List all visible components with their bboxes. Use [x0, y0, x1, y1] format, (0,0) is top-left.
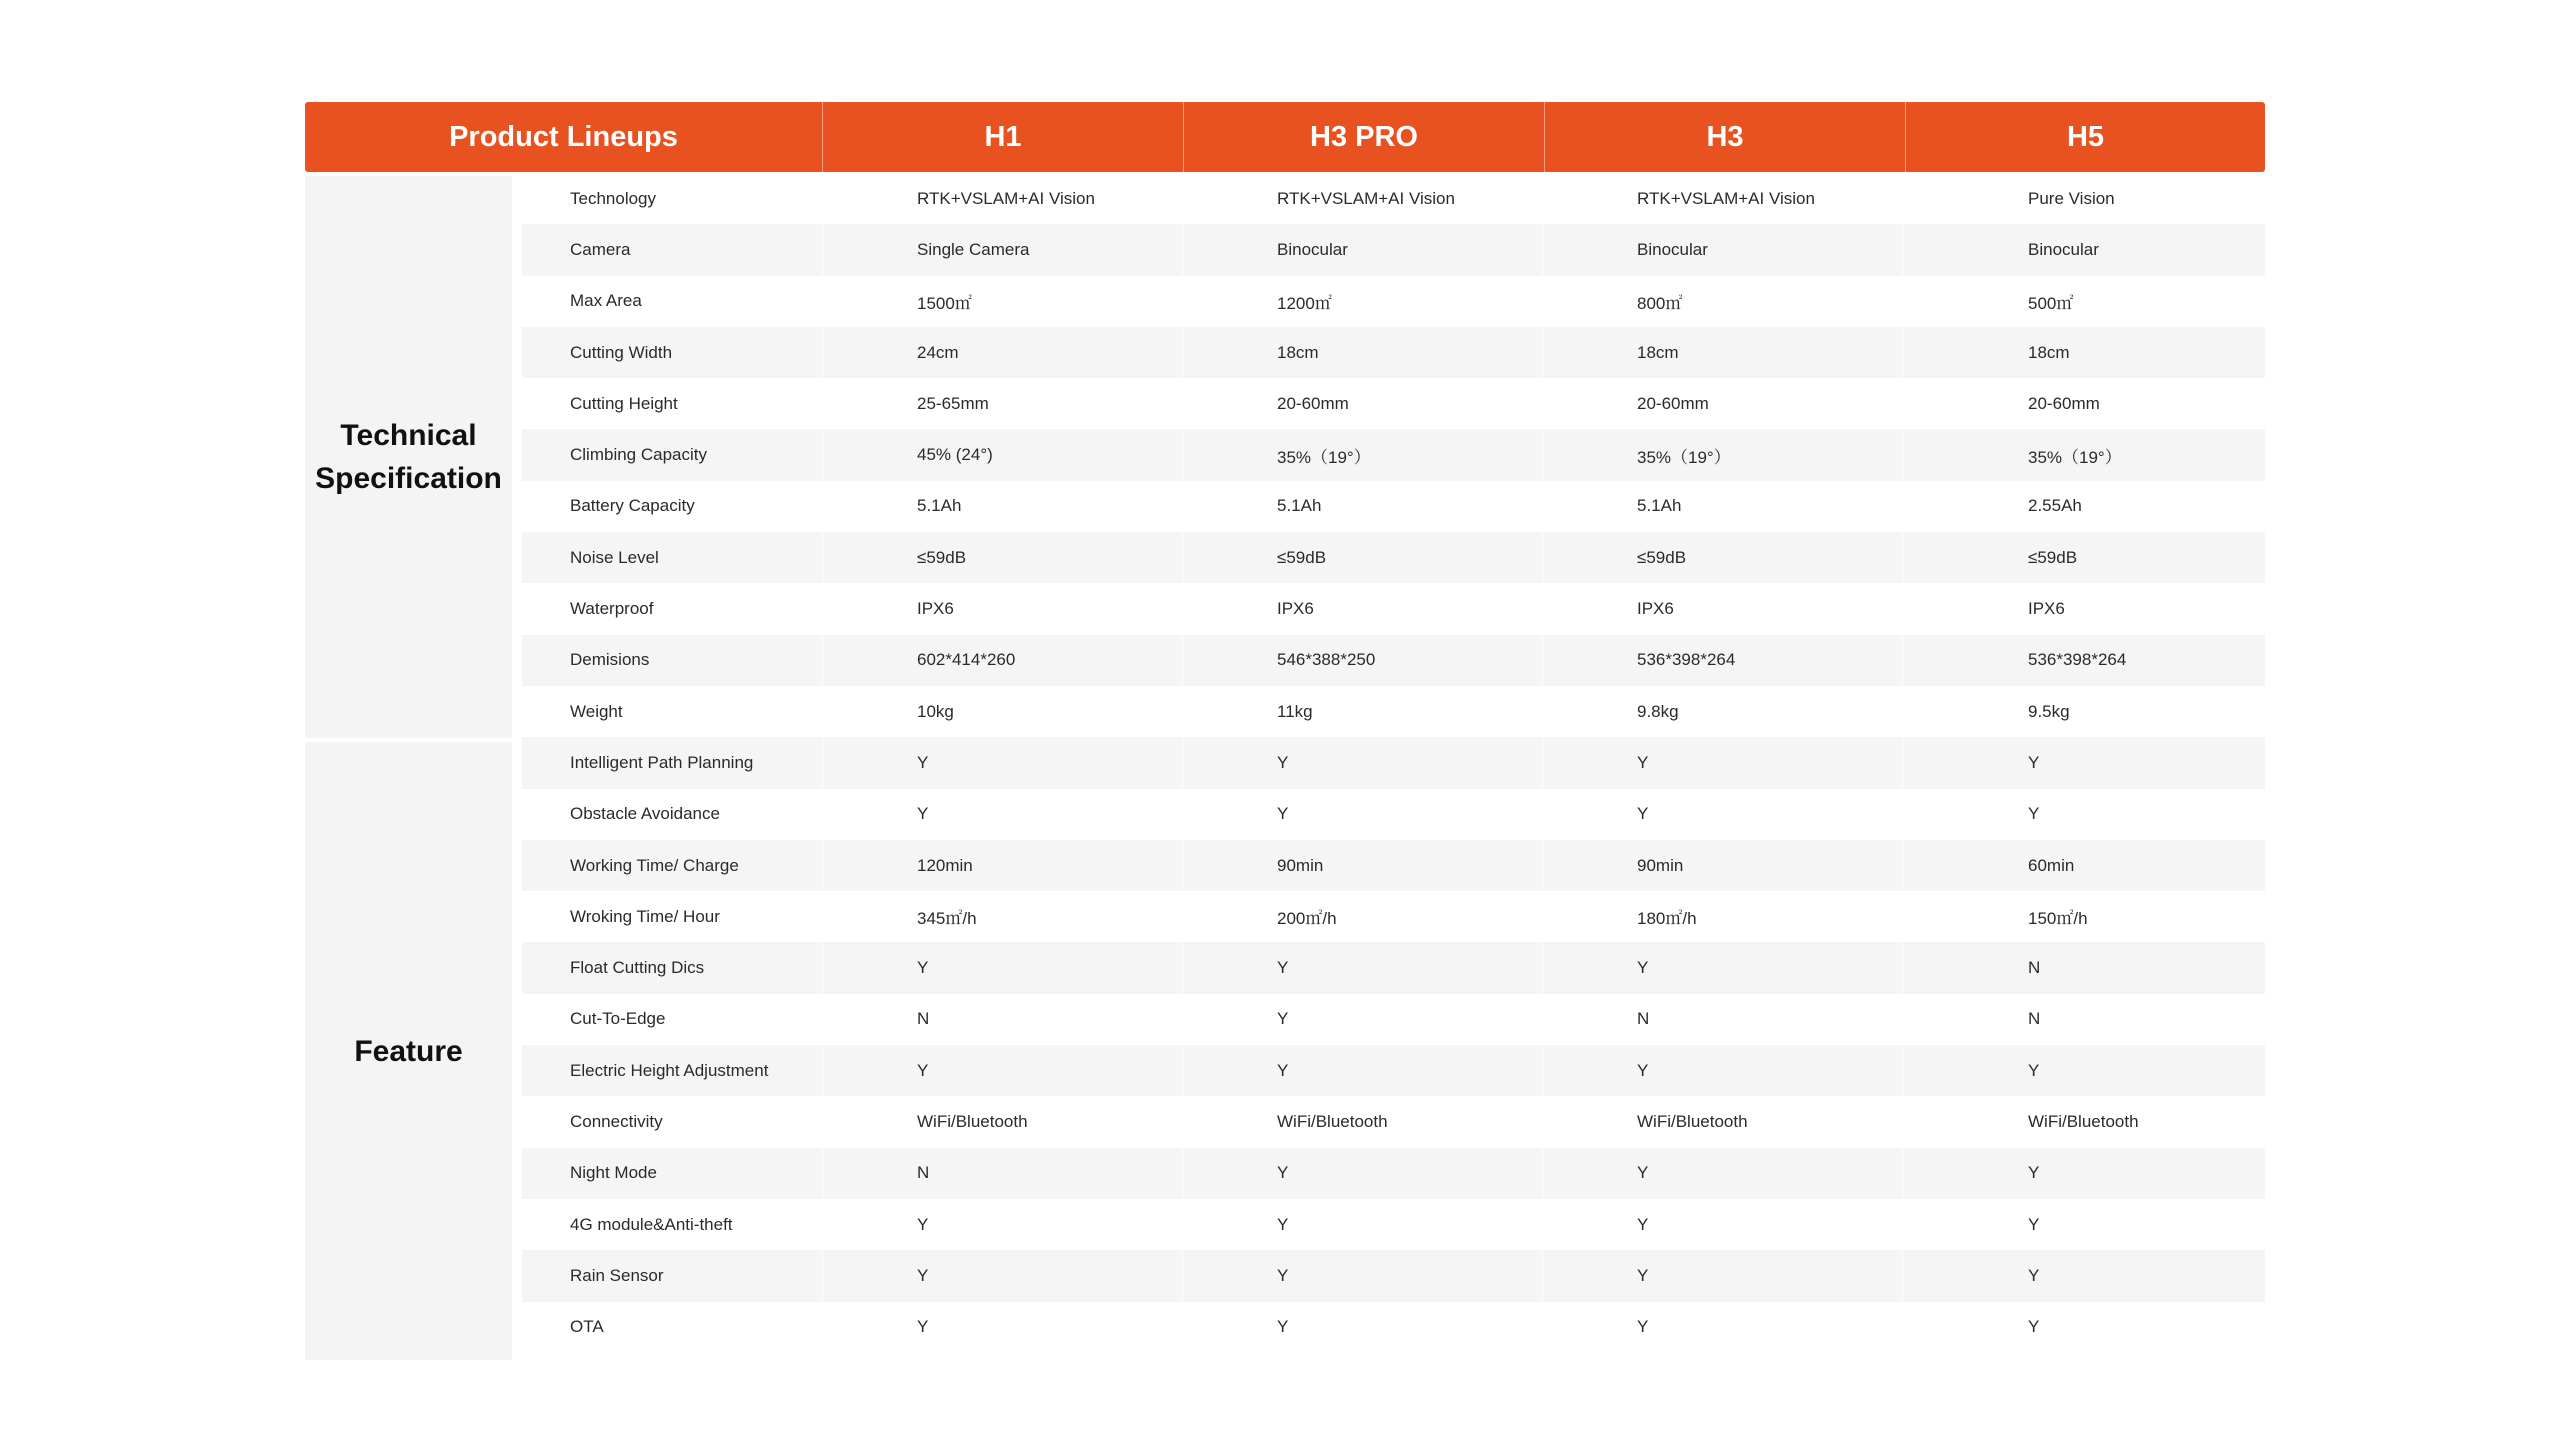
cell-h1: Y — [917, 958, 929, 978]
table-body — [522, 173, 2265, 1353]
column-divider — [1902, 942, 1903, 993]
cell-h3-pro: 546*388*250 — [1277, 650, 1376, 670]
row-label: Obstacle Avoidance — [570, 804, 720, 824]
column-divider — [822, 276, 823, 327]
cell-h5: 150㎡/h — [2028, 909, 2088, 929]
cell-h1: 25-65mm — [917, 393, 989, 413]
column-divider — [1542, 429, 1543, 480]
group-label-feature: Feature — [354, 1034, 463, 1068]
column-divider — [822, 737, 823, 788]
cell-h3-pro: Y — [1277, 1214, 1289, 1234]
column-divider — [1182, 1045, 1183, 1096]
column-divider — [1902, 1045, 1903, 1096]
cell-h5: ≤59dB — [2028, 547, 2078, 567]
header-model-h5: H5 — [1905, 102, 2265, 172]
column-divider — [822, 942, 823, 993]
column-divider — [822, 1045, 823, 1096]
cell-h3-pro: 1200㎡ — [1277, 293, 1332, 313]
table-row — [522, 224, 2265, 275]
table-row — [522, 173, 2265, 224]
cell-h3-pro: Binocular — [1277, 239, 1348, 259]
column-divider — [822, 429, 823, 480]
table-row — [522, 737, 2265, 788]
table-row — [522, 891, 2265, 942]
column-divider — [1182, 173, 1183, 224]
row-label: Electric Height Adjustment — [570, 1060, 769, 1080]
cell-h3-pro: WiFi/Bluetooth — [1277, 1111, 1388, 1131]
column-divider — [1542, 173, 1543, 224]
cell-h1: 602*414*260 — [917, 650, 1016, 670]
row-label: 4G module&Anti-theft — [570, 1214, 733, 1234]
column-divider — [822, 173, 823, 224]
column-divider — [1542, 327, 1543, 378]
column-divider — [1182, 378, 1183, 429]
table-row — [522, 276, 2265, 327]
row-label: OTA — [570, 1317, 604, 1337]
column-divider — [1182, 789, 1183, 840]
column-divider — [1902, 1148, 1903, 1199]
column-divider — [1542, 1148, 1543, 1199]
table-row — [522, 1096, 2265, 1147]
column-divider — [822, 481, 823, 532]
table-row — [522, 994, 2265, 1045]
column-divider — [1542, 942, 1543, 993]
cell-h5: N — [2028, 1009, 2041, 1029]
cell-h5: 536*398*264 — [2028, 650, 2127, 670]
column-divider — [1542, 635, 1543, 686]
column-divider — [1182, 1148, 1183, 1199]
cell-h5: Pure Vision — [2028, 188, 2115, 208]
row-label: Max Area — [570, 291, 642, 311]
cell-h1: Y — [917, 804, 929, 824]
cell-h3: 35%（19°） — [1637, 447, 1731, 467]
column-divider — [1182, 840, 1183, 891]
column-divider — [822, 378, 823, 429]
column-divider — [822, 994, 823, 1045]
cell-h3-pro: Y — [1277, 958, 1289, 978]
header-model-h3-pro: H3 PRO — [1183, 102, 1544, 172]
column-divider — [1182, 224, 1183, 275]
cell-h3-pro: IPX6 — [1277, 599, 1314, 619]
cell-h3: 536*398*264 — [1637, 650, 1736, 670]
column-divider — [822, 789, 823, 840]
cell-h3-pro: Y — [1277, 752, 1289, 772]
column-divider — [1902, 1302, 1903, 1353]
column-divider — [1542, 583, 1543, 634]
column-divider — [1182, 481, 1183, 532]
row-label: Cutting Width — [570, 342, 673, 362]
cell-h5: 60min — [2028, 855, 2075, 875]
column-divider — [1182, 532, 1183, 583]
column-divider — [1182, 737, 1183, 788]
cell-h3-pro: 20-60mm — [1277, 393, 1349, 413]
cell-h3: Y — [1637, 1265, 1649, 1285]
cell-h1: ≤59dB — [917, 547, 967, 567]
cell-h1: Y — [917, 1265, 929, 1285]
table-row — [522, 789, 2265, 840]
cell-h1: IPX6 — [917, 599, 954, 619]
column-divider — [1542, 1045, 1543, 1096]
cell-h1: Y — [917, 1060, 929, 1080]
column-divider — [822, 891, 823, 942]
cell-h5: Binocular — [2028, 239, 2099, 259]
cell-h3: 800㎡ — [1637, 293, 1683, 313]
row-label: Climbing Capacity — [570, 445, 707, 465]
cell-h1: Y — [917, 752, 929, 772]
column-divider — [1902, 429, 1903, 480]
column-divider — [1542, 276, 1543, 327]
column-divider — [1542, 1096, 1543, 1147]
column-divider — [1182, 1250, 1183, 1301]
cell-h3: Binocular — [1637, 239, 1708, 259]
cell-h5: IPX6 — [2028, 599, 2065, 619]
table-header — [305, 102, 2265, 172]
cell-h5: Y — [2028, 1060, 2040, 1080]
column-divider — [1182, 327, 1183, 378]
cell-h3: Y — [1637, 1317, 1649, 1337]
cell-h1: 120min — [917, 855, 973, 875]
column-divider — [1542, 224, 1543, 275]
cell-h3-pro: Y — [1277, 1009, 1289, 1029]
table-row — [522, 1045, 2265, 1096]
cell-h1: RTK+VSLAM+AI Vision — [917, 188, 1095, 208]
cell-h5: 20-60mm — [2028, 393, 2100, 413]
column-divider — [1182, 686, 1183, 737]
cell-h1: Single Camera — [917, 239, 1030, 259]
column-divider — [1542, 789, 1543, 840]
cell-h3: WiFi/Bluetooth — [1637, 1111, 1748, 1131]
row-label: Weight — [570, 701, 623, 721]
table-row — [522, 1199, 2265, 1250]
column-divider — [1542, 686, 1543, 737]
header-model-h1: H1 — [822, 102, 1183, 172]
column-divider — [1902, 1096, 1903, 1147]
group-technical-specification — [305, 176, 512, 738]
table-row — [522, 481, 2265, 532]
cell-h3: ≤59dB — [1637, 547, 1687, 567]
table-row — [522, 840, 2265, 891]
column-divider — [822, 1096, 823, 1147]
row-label: Noise Level — [570, 547, 659, 567]
cell-h5: Y — [2028, 1265, 2040, 1285]
column-divider — [1902, 224, 1903, 275]
cell-h3-pro: 5.1Ah — [1277, 496, 1322, 516]
cell-h5: Y — [2028, 752, 2040, 772]
cell-h1: WiFi/Bluetooth — [917, 1111, 1028, 1131]
cell-h1: Y — [917, 1214, 929, 1234]
column-divider — [1902, 583, 1903, 634]
column-divider — [1542, 1250, 1543, 1301]
column-divider — [1182, 583, 1183, 634]
cell-h3-pro: 90min — [1277, 855, 1324, 875]
row-label: Working Time/ Charge — [570, 855, 739, 875]
cell-h3: 18cm — [1637, 342, 1679, 362]
column-divider — [1902, 378, 1903, 429]
column-divider — [1542, 994, 1543, 1045]
cell-h5: Y — [2028, 804, 2040, 824]
cell-h3: 90min — [1637, 855, 1684, 875]
cell-h3: 20-60mm — [1637, 393, 1709, 413]
row-label: Demisions — [570, 650, 650, 670]
column-divider — [822, 583, 823, 634]
column-divider — [1542, 481, 1543, 532]
column-divider — [1902, 994, 1903, 1045]
column-divider — [1902, 737, 1903, 788]
table-row — [522, 635, 2265, 686]
column-divider — [822, 1250, 823, 1301]
column-divider — [822, 1199, 823, 1250]
column-divider — [1542, 1199, 1543, 1250]
header-model-h3: H3 — [1544, 102, 1905, 172]
cell-h3: Y — [1637, 804, 1649, 824]
column-divider — [1182, 891, 1183, 942]
cell-h3-pro: Y — [1277, 1317, 1289, 1337]
row-label: Wroking Time/ Hour — [570, 906, 720, 926]
column-divider — [1182, 429, 1183, 480]
column-divider — [1542, 840, 1543, 891]
cell-h5: 2.55Ah — [2028, 496, 2082, 516]
cell-h1: 10kg — [917, 701, 954, 721]
column-divider — [822, 1148, 823, 1199]
column-divider — [1902, 532, 1903, 583]
column-divider — [1902, 173, 1903, 224]
column-divider — [1182, 1096, 1183, 1147]
cell-h1: 24cm — [917, 342, 959, 362]
group-label-technical: Technical Specification — [315, 419, 502, 495]
column-divider — [1542, 378, 1543, 429]
cell-h3-pro: 18cm — [1277, 342, 1319, 362]
cell-h3-pro: Y — [1277, 1265, 1289, 1285]
column-divider — [1182, 276, 1183, 327]
cell-h3-pro: Y — [1277, 804, 1289, 824]
row-label: Intelligent Path Planning — [570, 752, 754, 772]
cell-h3-pro: 11kg — [1277, 701, 1313, 721]
table-row — [522, 532, 2265, 583]
row-label: Cutting Height — [570, 393, 678, 413]
column-divider — [1902, 327, 1903, 378]
column-divider — [822, 1302, 823, 1353]
cell-h3: RTK+VSLAM+AI Vision — [1637, 188, 1815, 208]
header-product-lineups: Product Lineups — [449, 120, 678, 153]
cell-h5: 500㎡ — [2028, 293, 2074, 313]
cell-h1: 5.1Ah — [917, 496, 962, 516]
column-divider — [1182, 635, 1183, 686]
cell-h5: 9.5kg — [2028, 701, 2070, 721]
column-divider — [822, 224, 823, 275]
column-divider — [1902, 276, 1903, 327]
table-row — [522, 1302, 2265, 1353]
group-feature — [305, 742, 512, 1360]
row-label: Camera — [570, 239, 631, 259]
column-divider — [1542, 1302, 1543, 1353]
column-divider — [1902, 686, 1903, 737]
column-divider — [1902, 789, 1903, 840]
cell-h5: 35%（19°） — [2028, 447, 2122, 467]
column-divider — [1542, 737, 1543, 788]
row-label: Cut-To-Edge — [570, 1009, 666, 1029]
cell-h5: 18cm — [2028, 342, 2070, 362]
column-divider — [1902, 891, 1903, 942]
column-divider — [822, 327, 823, 378]
row-label: Technology — [570, 188, 657, 208]
cell-h1: 1500㎡ — [917, 293, 972, 313]
cell-h3: Y — [1637, 752, 1649, 772]
cell-h3: Y — [1637, 1163, 1649, 1183]
column-divider — [1902, 481, 1903, 532]
table-row — [522, 583, 2265, 634]
table-row — [522, 1148, 2265, 1199]
cell-h3: Y — [1637, 1214, 1649, 1234]
column-divider — [1902, 1250, 1903, 1301]
cell-h1: N — [917, 1009, 930, 1029]
column-divider — [1542, 532, 1543, 583]
cell-h3-pro: ≤59dB — [1277, 547, 1327, 567]
column-divider — [1902, 635, 1903, 686]
row-label: Connectivity — [570, 1111, 663, 1131]
cell-h3-pro: RTK+VSLAM+AI Vision — [1277, 188, 1455, 208]
cell-h3: IPX6 — [1637, 599, 1674, 619]
cell-h5: Y — [2028, 1317, 2040, 1337]
column-divider — [822, 532, 823, 583]
row-label: Waterproof — [570, 599, 654, 619]
table-row — [522, 429, 2265, 480]
cell-h3: 5.1Ah — [1637, 496, 1682, 516]
cell-h1: Y — [917, 1317, 929, 1337]
column-divider — [1182, 1199, 1183, 1250]
column-divider — [822, 686, 823, 737]
cell-h3: 9.8kg — [1637, 701, 1679, 721]
cell-h1: 345㎡/h — [917, 909, 977, 929]
table-row — [522, 686, 2265, 737]
cell-h3: Y — [1637, 1060, 1649, 1080]
table-row — [522, 378, 2265, 429]
column-divider — [1182, 994, 1183, 1045]
cell-h3-pro: 35%（19°） — [1277, 447, 1371, 467]
table-row — [522, 942, 2265, 993]
column-divider — [822, 635, 823, 686]
cell-h3: N — [1637, 1009, 1650, 1029]
table-row — [522, 327, 2265, 378]
column-divider — [822, 840, 823, 891]
cell-h3-pro: Y — [1277, 1163, 1289, 1183]
cell-h3-pro: 200㎡/h — [1277, 909, 1337, 929]
row-label: Float Cutting Dics — [570, 958, 705, 978]
cell-h1: 45% (24°) — [917, 445, 993, 465]
cell-h5: Y — [2028, 1214, 2040, 1234]
cell-h1: N — [917, 1163, 930, 1183]
cell-h5: N — [2028, 958, 2041, 978]
cell-h5: Y — [2028, 1163, 2040, 1183]
column-divider — [1182, 942, 1183, 993]
table-row — [522, 1250, 2265, 1301]
column-divider — [1902, 1199, 1903, 1250]
cell-h3: Y — [1637, 958, 1649, 978]
column-divider — [1902, 840, 1903, 891]
row-label: Battery Capacity — [570, 496, 695, 516]
cell-h3-pro: Y — [1277, 1060, 1289, 1080]
column-divider — [1542, 891, 1543, 942]
cell-h5: WiFi/Bluetooth — [2028, 1111, 2139, 1131]
column-divider — [1182, 1302, 1183, 1353]
cell-h3: 180㎡/h — [1637, 909, 1697, 929]
comparison-table — [305, 102, 2265, 1360]
row-label: Rain Sensor — [570, 1265, 664, 1285]
row-label: Night Mode — [570, 1163, 657, 1183]
